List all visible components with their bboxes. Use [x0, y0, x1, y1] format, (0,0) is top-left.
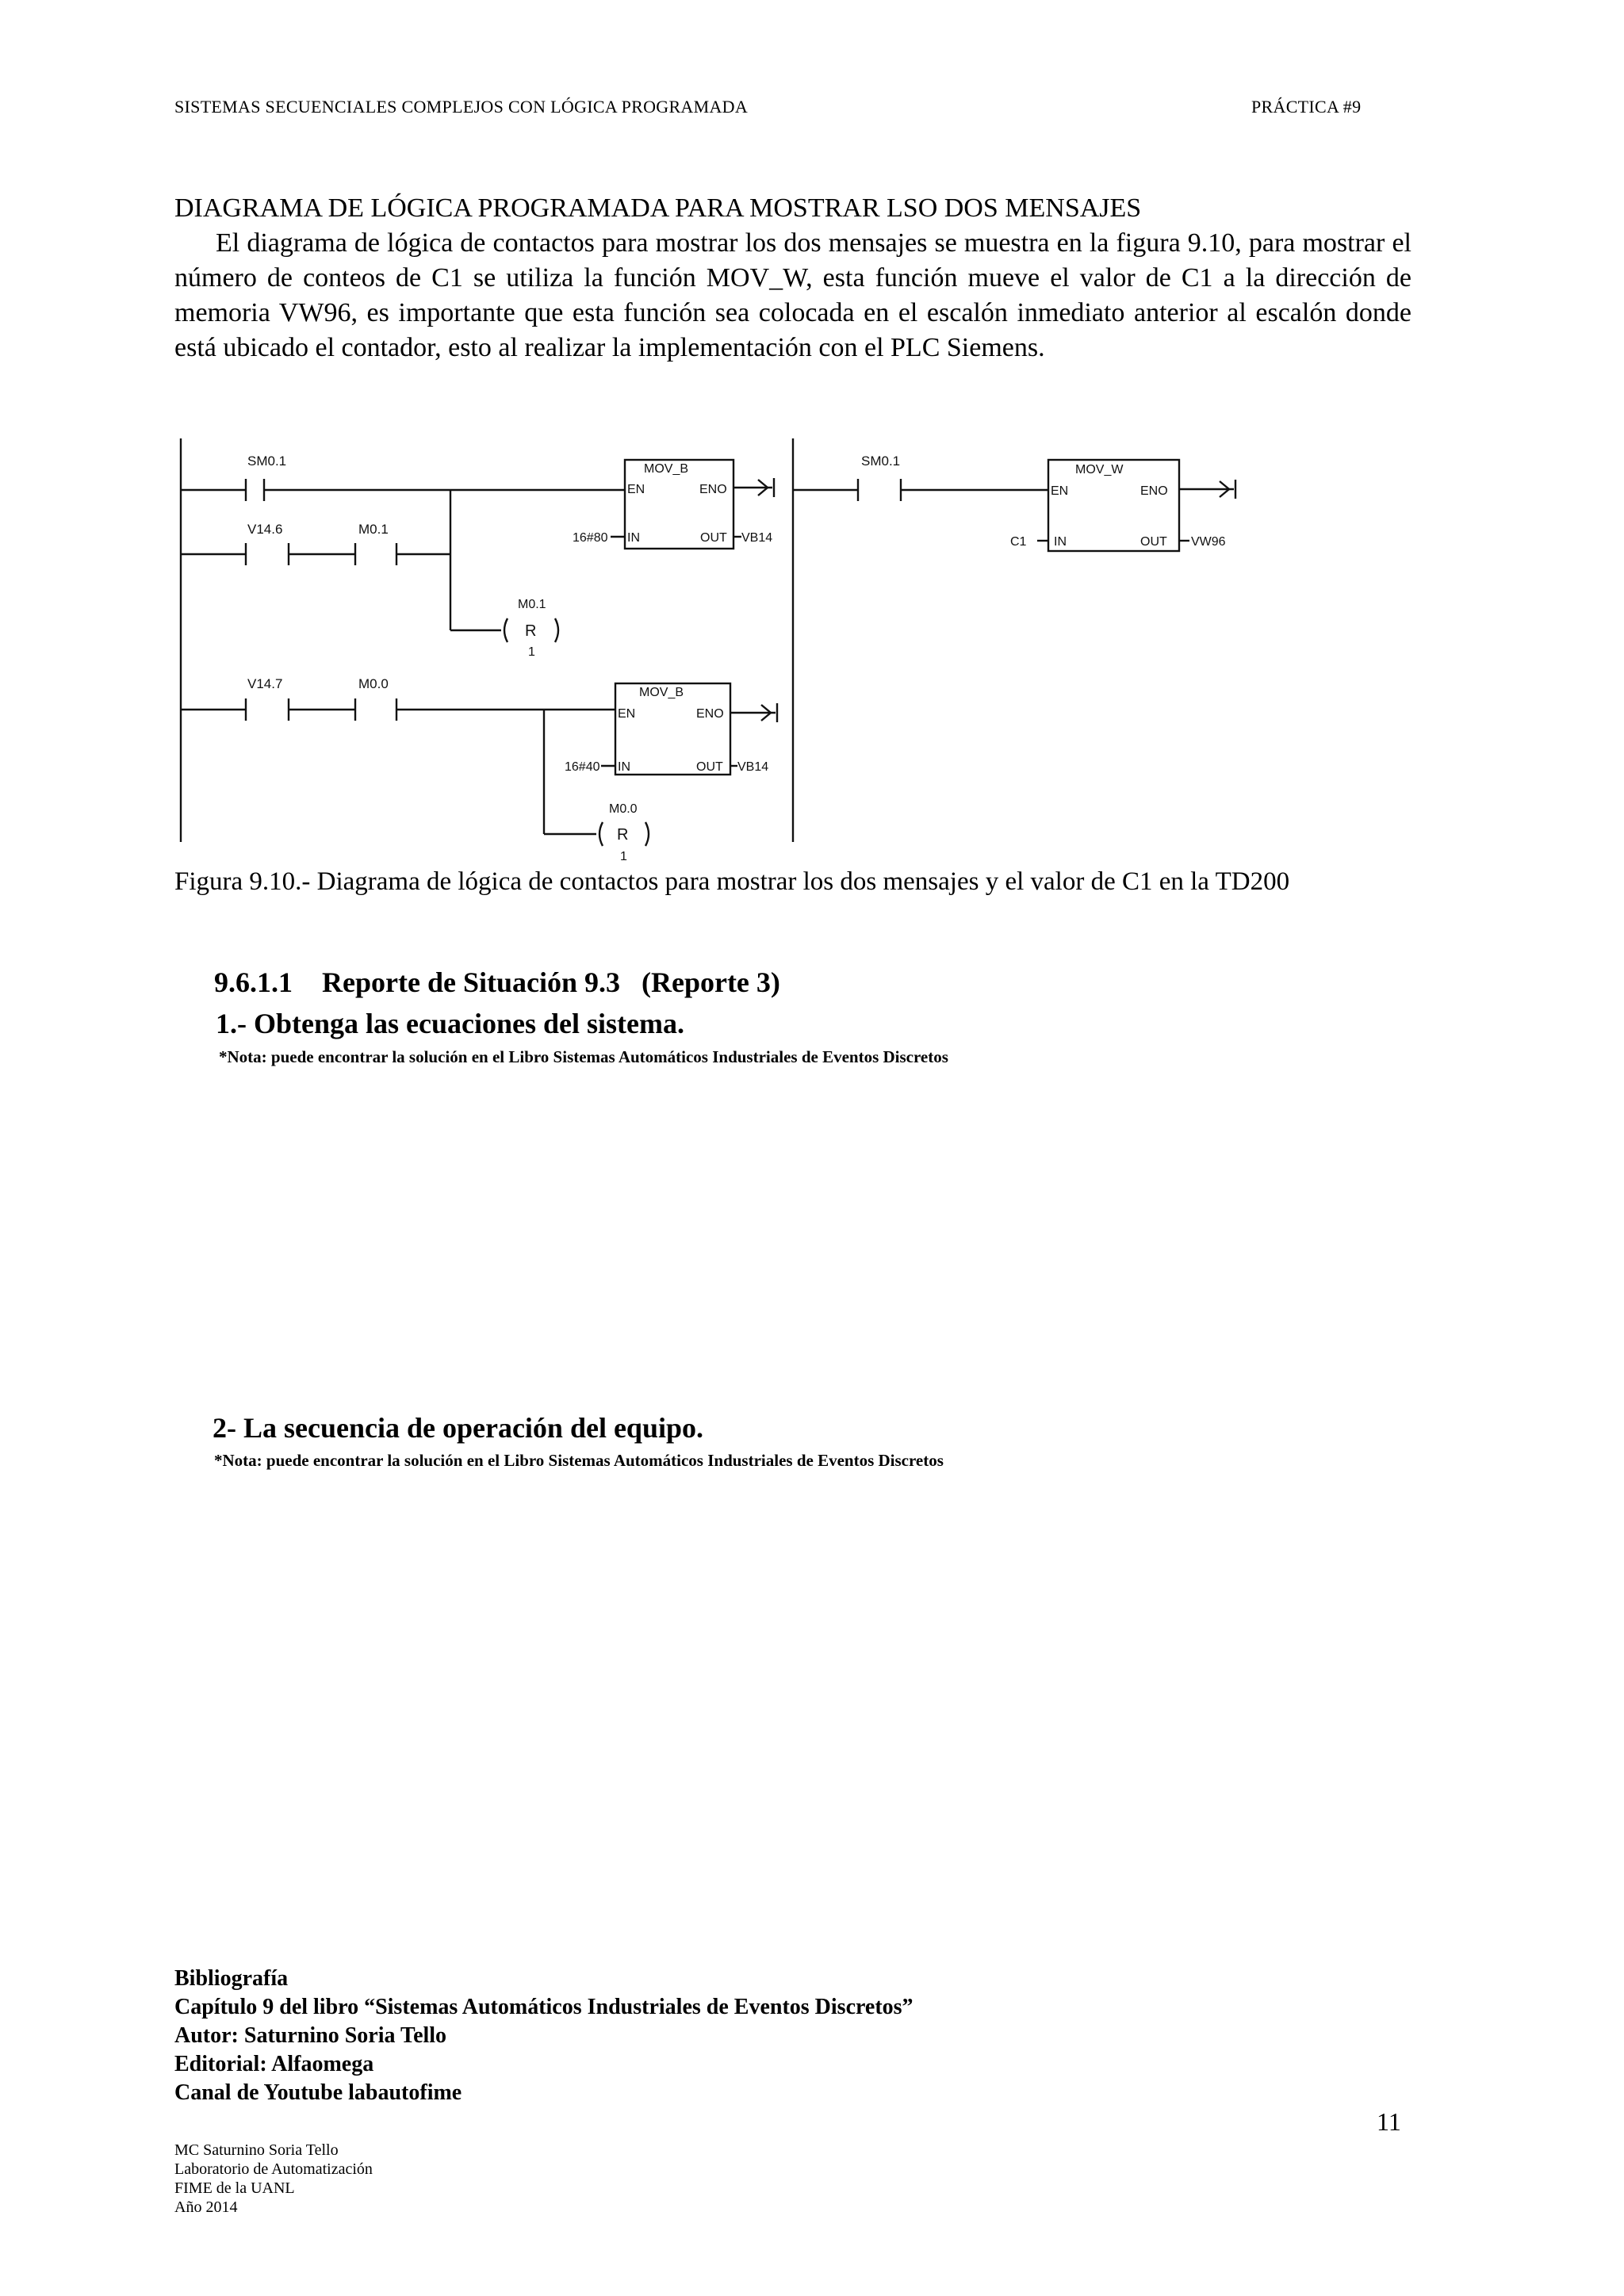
report-heading — [214, 966, 780, 999]
question-2-note: *Nota: puede encontrar la solución en el Libro Sistemas Automáticos Industriales de Eventos Discretos — [214, 1451, 944, 1470]
mov-w-en: EN — [1051, 484, 1069, 498]
mov-w-out: OUT — [1140, 535, 1167, 549]
mov-b-block-1 — [573, 460, 774, 549]
mov-w-eno: ENO — [1140, 484, 1168, 498]
coil-m00-type: R — [617, 826, 629, 844]
report-title: Reporte de Situación 9.3 (Reporte 3) — [322, 966, 780, 998]
coil-m01-type: R — [525, 622, 537, 640]
mov-b-2-in-value: 16#40 — [565, 760, 600, 774]
mov-w-in-value: C1 — [1010, 535, 1027, 549]
mov-b-1-eno: ENO — [699, 483, 727, 496]
mov-w-block — [1010, 460, 1235, 551]
bibliography-heading: Bibliografía — [174, 1966, 289, 1991]
mov-b-2-in: IN — [618, 760, 630, 774]
mov-b-1-in: IN — [627, 531, 640, 545]
mov-w-out-value: VW96 — [1191, 535, 1226, 549]
bibliography — [174, 1965, 914, 2107]
footer-author: MC Saturnino Soria Tello — [174, 2141, 339, 2159]
question-1-note: *Nota: puede encontrar la solución en el Libro Sistemas Automáticos Industriales de Eventos Discretos — [219, 1047, 948, 1066]
coil-m01-count: 1 — [528, 645, 535, 659]
report-number: 9.6.1.1 — [214, 966, 293, 998]
coil-m00-address: M0.0 — [609, 802, 638, 816]
mov-w-in: IN — [1054, 535, 1067, 549]
figure-caption: Figura 9.10.- Diagrama de lógica de contactos para mostrar los dos mensajes y el valor de C1 en la TD200 — [174, 867, 1290, 896]
mov-b-1-out: OUT — [700, 531, 727, 545]
mov-b-2-en: EN — [618, 707, 636, 721]
section-title: DIAGRAMA DE LÓGICA PROGRAMADA PARA MOSTRAR LSO DOS MENSAJES — [174, 193, 1142, 223]
contact-v146-label: V14.6 — [247, 522, 283, 537]
page-footer — [174, 2141, 373, 2217]
bibliography-channel: Canal de Youtube labautofime — [174, 2080, 462, 2105]
bibliography-publisher: Editorial: Alfaomega — [174, 2052, 374, 2076]
mov-b-2-title: MOV_B — [639, 686, 684, 699]
reset-coil-m01 — [450, 598, 558, 659]
body-paragraph-text: El diagrama de lógica de contactos para mostrar los dos mensajes se muestra en la figura 9.10, para mostrar el número de conteos de C1 se utiliza la función MOV_W, esta función mueve el valor de C1 a la dirección de memoria VW96, es importante que esta función sea colocada en el escalón inmediato anterior al escalón donde está ubicado el contador, esto al realizar la implementación con el PLC Siemens. — [174, 228, 1411, 362]
mov-b-1-out-value: VB14 — [741, 531, 773, 545]
coil-m00-count: 1 — [620, 850, 627, 863]
mov-b-2-out: OUT — [696, 760, 723, 774]
footer-lab: Laboratorio de Automatización — [174, 2160, 373, 2178]
contact-v147-label: V14.7 — [247, 676, 283, 691]
coil-m01-address: M0.1 — [518, 598, 546, 611]
mov-b-2-eno: ENO — [696, 707, 724, 721]
rung-1-sm01 — [181, 453, 625, 501]
mov-b-1-in-value: 16#80 — [573, 531, 608, 545]
contact-sm01-label: SM0.1 — [247, 453, 287, 469]
contact-m00-label: M0.0 — [358, 676, 389, 691]
mov-b-1-title: MOV_B — [644, 462, 689, 476]
rung-3-v147-m00 — [181, 676, 615, 834]
bibliography-book: Capítulo 9 del libro “Sistemas Automáticos Industriales de Eventos Discretos” — [174, 1995, 914, 2019]
network2-contact-sm01-label: SM0.1 — [861, 453, 901, 469]
mov-b-block-2 — [565, 683, 777, 775]
contact-m01-label: M0.1 — [358, 522, 389, 537]
rung-network-2-sm01 — [793, 453, 1048, 501]
rung-2-v146-m01 — [181, 490, 450, 630]
mov-b-1-en: EN — [627, 483, 645, 496]
question-2: 2- La secuencia de operación del equipo. — [213, 1412, 703, 1444]
footer-faculty: FIME de la UANL — [174, 2179, 295, 2197]
page-number: 11 — [1377, 2107, 1401, 2136]
reset-coil-m00 — [544, 802, 649, 863]
footer-year: Año 2014 — [174, 2198, 238, 2216]
mov-b-2-out-value: VB14 — [737, 760, 769, 774]
ladder-diagram — [0, 0, 1624, 872]
bibliography-author: Autor: Saturnino Soria Tello — [174, 2023, 447, 2048]
running-header-title: SISTEMAS SECUENCIALES COMPLEJOS CON LÓGICA PROGRAMADA — [174, 97, 749, 117]
question-1: 1.- Obtenga las ecuaciones del sistema. — [216, 1008, 684, 1039]
running-header-practice: PRÁCTICA #9 — [1251, 97, 1362, 117]
mov-w-title: MOV_W — [1075, 463, 1124, 476]
